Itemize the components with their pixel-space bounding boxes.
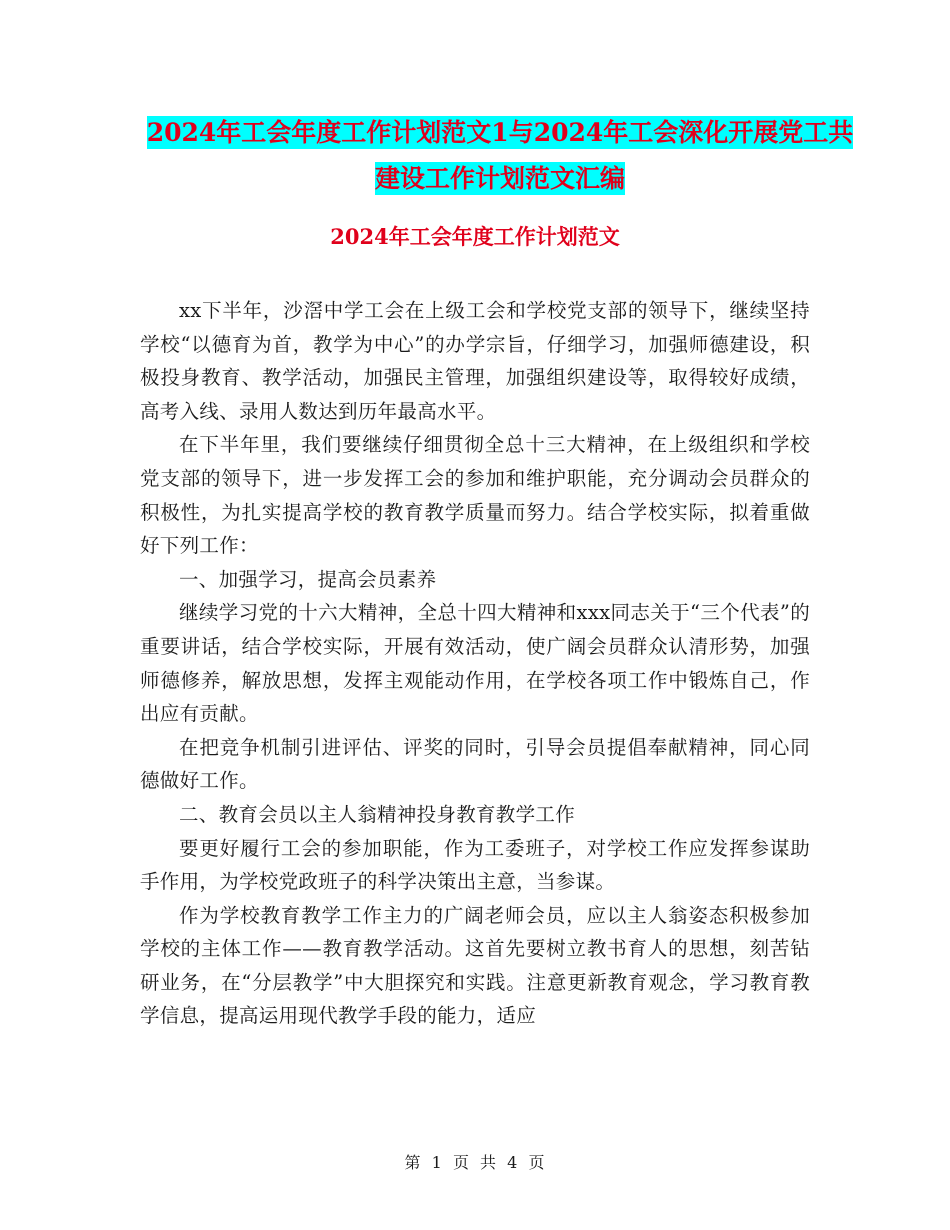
section-heading: 一、加强学习，提高会员素养 [179,567,437,591]
document-title-text: 2024年工会年度工作计划范文1与2024年工会深化开展党工共建设工作计划范文汇编 [146,118,854,193]
page-footer [0,1150,950,1173]
paragraph: 在把竞争机制引进评估、评奖的同时，引导会员提倡奉献精神，同心同德做好工作。 [140,735,810,793]
paragraph: 要更好履行工会的参加职能，作为工委班子，对学校工作应发挥参谋助手作用，为学校党政班子的科学决策出主意，当参谋。 [140,836,810,894]
section-heading: 二、教育会员以主人翁精神投身教育教学工作 [179,802,576,826]
document-body [140,294,810,1033]
total-label: 共 [480,1153,498,1172]
paragraph: 继续学习党的十六大精神，全总十四大精神和xxx同志关于“三个代表”的重要讲话，结合学校实际，开展有效活动，使广阔会员群众认清形势，加强师德修养，解放思想，发挥主观能动作用，在学校各项工作中锻炼自己，作出应有贡献。 [140,601,810,726]
paragraph: 在下半年里，我们要继续仔细贯彻全总十三大精神，在上级组织和学校党支部的领导下，进一步发挥工会的参加和维护职能，充分调动会员群众的积极性，为扎实提高学校的教育教学质量而努力。结合学校实际，拟着重做好下列工作： [140,433,810,558]
paragraph: xx下半年，沙滘中学工会在上级工会和学校党支部的领导下，继续坚持学校“以德育为首，教学为中心”的办学宗旨，仔细学习，加强师德建设，积极投身教育、教学活动，加强民主管理，加强组织建设等，取得较好成绩，高考入线、录用人数达到历年最高水平。 [140,299,810,423]
total-unit: 页 [528,1153,546,1172]
page-label: 第 [404,1153,422,1172]
paragraph: 作为学校教育教学工作主力的广阔老师会员，应以主人翁姿态积极参加学校的主体工作——教育教学活动。这首先要树立教书育人的思想，刻苦钻研业务，在“分层教学”中大胆探究和实践。注意更新教育观念，学习教育教学信息，提高运用现代教学手段的能力，适应 [140,903,810,1028]
page-unit: 页 [452,1153,470,1172]
page-total: 4 [507,1153,519,1172]
page-number: 1 [431,1153,443,1172]
document-title [140,110,860,202]
section-title: 2024年工会年度工作计划范文 [330,224,620,249]
